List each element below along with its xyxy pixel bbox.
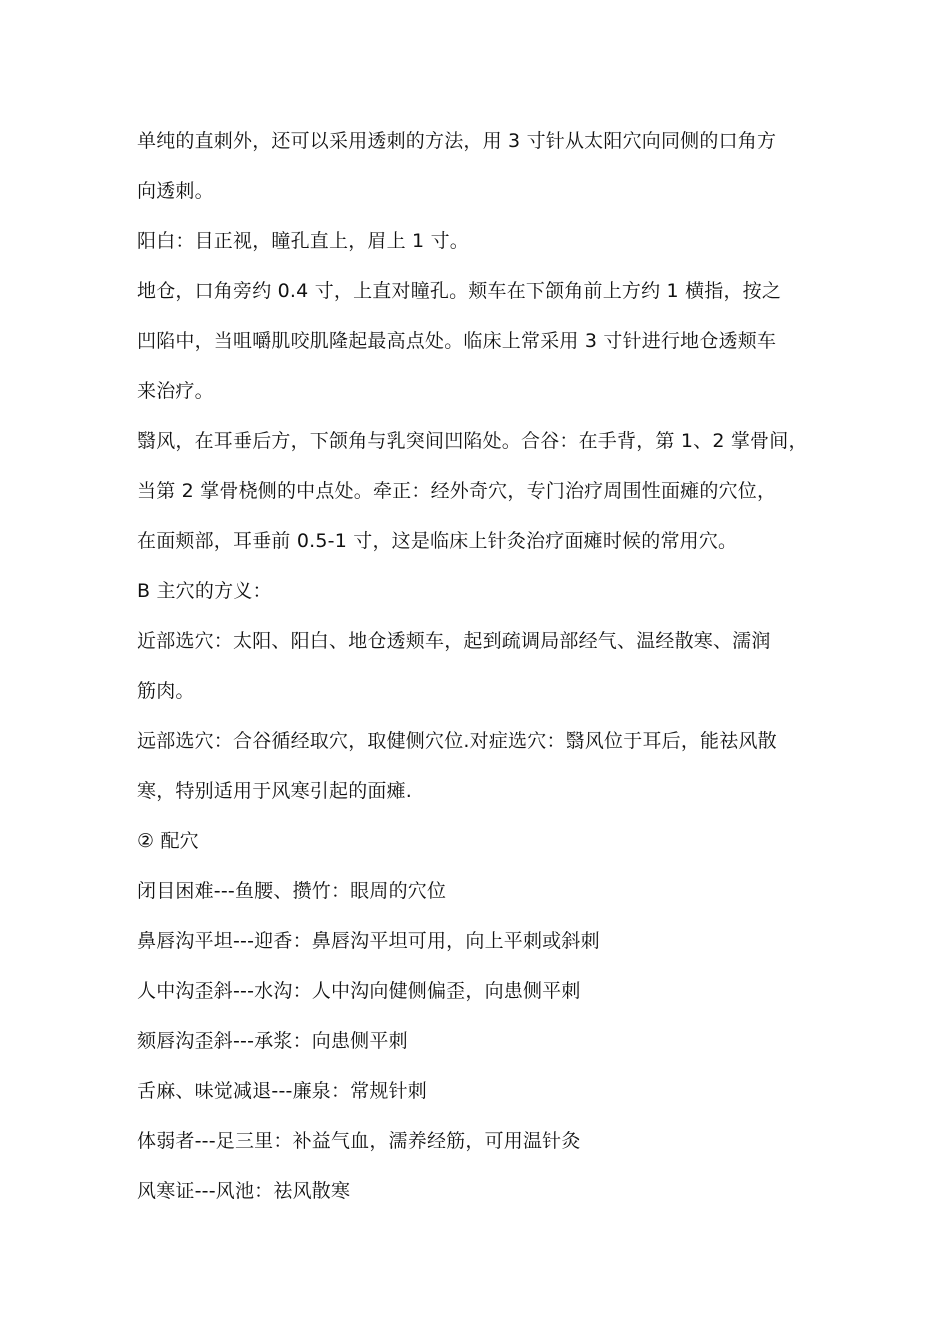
list-item: 舌麻、味觉减退---廉泉：常规针刺 [137, 1080, 427, 1102]
text-line: 单纯的直刺外，还可以采用透刺的方法，用 3 寸针从太阳穴向同侧的口角方 [137, 130, 777, 152]
list-item: 颏唇沟歪斜---承浆：向患侧平刺 [137, 1030, 408, 1052]
list-item: 风寒证---风池：祛风散寒 [137, 1180, 351, 1202]
section-heading: ② 配穴 [137, 830, 199, 852]
text-line: 远部选穴：合谷循经取穴，取健侧穴位.对症选穴：翳风位于耳后，能祛风散 [137, 730, 777, 752]
text-line: 凹陷中，当咀嚼肌咬肌隆起最高点处。临床上常采用 3 寸针进行地仓透颊车 [137, 330, 777, 352]
list-item: 鼻唇沟平坦---迎香：鼻唇沟平坦可用，向上平刺或斜刺 [137, 930, 600, 952]
text-line: 筋肉。 [137, 680, 195, 702]
text-line: 向透刺。 [137, 180, 214, 202]
text-line: 在面颊部，耳垂前 0.5-1 寸，这是临床上针灸治疗面瘫时候的常用穴。 [137, 530, 738, 552]
document-body [137, 116, 837, 1216]
text-line: 当第 2 掌骨桡侧的中点处。牵正：经外奇穴，专门治疗周围性面瘫的穴位， [137, 480, 777, 502]
text-line: 来治疗。 [137, 380, 214, 402]
list-item: 体弱者---足三里：补益气血，濡养经筋，可用温针灸 [137, 1130, 581, 1152]
text-line: 阳白：目正视，瞳孔直上，眉上 1 寸。 [137, 230, 469, 252]
section-heading: B 主穴的方义： [137, 580, 272, 602]
text-line: 寒，特别适用于风寒引起的面瘫. [137, 780, 413, 802]
text-line: 地仓，口角旁约 0.4 寸，上直对瞳孔。颊车在下颌角前上方约 1 横指，按之 [137, 280, 782, 302]
text-line: 近部选穴：太阳、阳白、地仓透颊车，起到疏调局部经气、温经散寒、濡润 [137, 630, 771, 652]
list-item: 闭目困难---鱼腰、攒竹：眼周的穴位 [137, 880, 447, 902]
text-line: 翳风，在耳垂后方，下颌角与乳突间凹陷处。合谷：在手背，第 1、2 掌骨间， [137, 430, 808, 452]
list-item: 人中沟歪斜---水沟：人中沟向健侧偏歪，向患侧平刺 [137, 980, 581, 1002]
